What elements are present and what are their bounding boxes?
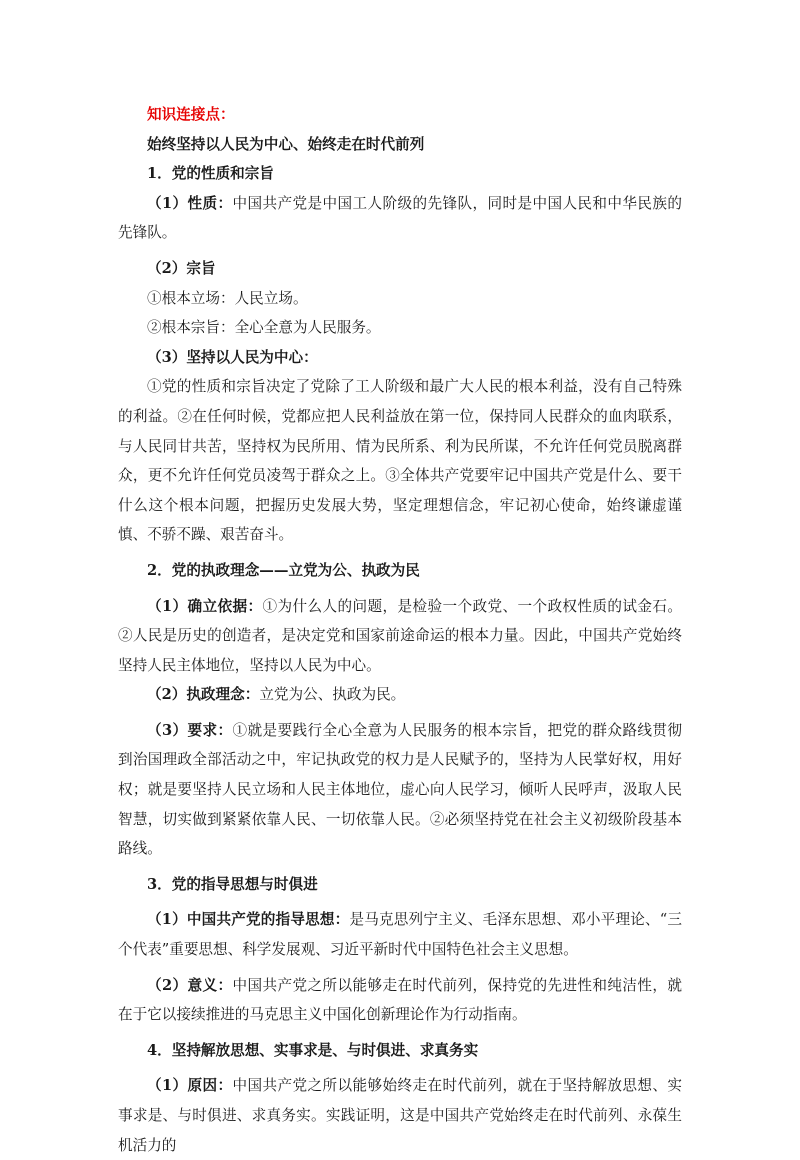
section-2-paragraph-2 — [118, 680, 682, 710]
section-1-paragraph-3: ①党的性质和宗旨决定了党除了工人阶级和最广大人民的根本利益，没有自己特殊的利益。②在任何时候，党都应把人民利益放在第一位，保持同人民群众的血肉联系，与人民同甘共苦，坚持权为民所用、情为民所系、利为民所谋，不允许任何党员脱离群众，更不允许任何党员凌驾于群众之上。③全体共产党要牢记中国共产党是什么、要干什么这个根本问题，把握历史发展大势，坚定理想信念，牢记初心使命，始终谦虚谨慎、不骄不躁、艰苦奋斗。 — [118, 378, 682, 544]
main-title: 始终坚持以人民为中心、始终走在时代前列 — [147, 135, 425, 153]
section-2-paragraph-1 — [118, 592, 682, 681]
text: ①就是要践行全心全意为人民服务的根本宗旨，把党的群众路线贯彻到治国理政全部活动之中，牢记执政党的权力是人民赋予的，坚持为人民掌好权，用好权；就是要坚持人民立场和人民主体地位，虚心向人民学习，倾听人民呼声，汲取人民智慧，切实做到紧紧依靠人民、一切依靠人民。②必须坚持党在社会主义初级阶段基本路线。 — [118, 721, 683, 858]
section-1-list-item-2: ②根本宗旨：全心全意为人民服务。 — [147, 319, 381, 337]
text: 中国共产党之所以能够走在时代前列，保持党的先进性和纯洁性，就在于它以接续推进的马克思主义中国化创新理论作为行动指南。 — [118, 976, 683, 1024]
text: 中国共产党之所以能够始终走在时代前列，就在于坚持解放思想、实事求是、与时俱进、求真务实。实践证明，这是中国共产党始终走在时代前列、永葆生机活力的 — [118, 1077, 683, 1154]
document-body — [118, 100, 682, 1160]
section-1-paragraph-3-label: （3）坚持以人民为中心： — [147, 348, 318, 366]
section-3-title: 3．党的指导思想与时俱进 — [147, 875, 318, 893]
section-1-paragraph-1 — [118, 189, 682, 248]
section-2-title: 2．党的执政理念——立党为公、执政为民 — [147, 561, 420, 579]
label: （3）要求： — [147, 721, 233, 739]
text: ①为什么人的问题，是检验一个政党、一个政权性质的试金石。②人民是历史的创造者，是决定党和国家前途命运的根本力量。因此，中国共产党始终坚持人民主体地位，坚持以人民为中心。 — [118, 597, 682, 674]
section-2-paragraph-3 — [118, 716, 682, 864]
label: （1）中国共产党的指导思想： — [147, 911, 350, 929]
label: （1）性质： — [147, 194, 233, 212]
text: 立党为公、执政为民。 — [259, 686, 406, 704]
section-3-paragraph-2 — [118, 971, 682, 1030]
label: （1）原因： — [147, 1077, 233, 1095]
section-1-paragraph-2-label: （2）宗旨 — [147, 259, 216, 277]
section-1-title: 1．党的性质和宗旨 — [147, 165, 274, 183]
label: （2）意义： — [147, 976, 233, 994]
section-3-paragraph-1 — [118, 905, 682, 964]
label: （1）确立依据： — [147, 597, 263, 615]
knowledge-link-heading: 知识连接点： — [147, 106, 235, 123]
label: （2）执政理念： — [147, 686, 260, 704]
text: 是马克思列宁主义、毛泽东思想、邓小平理论、“三个代表”重要思想、科学发展观、习近平新时代中国特色社会主义思想。 — [118, 911, 683, 959]
section-1-list-item-1: ①根本立场：人民立场。 — [147, 289, 308, 307]
text: 中国共产党是中国工人阶级的先锋队，同时是中国人民和中华民族的先锋队。 — [118, 194, 683, 242]
section-4-title: 4．坚持解放思想、实事求是、与时俱进、求真务实 — [147, 1041, 479, 1059]
section-4-paragraph-1 — [118, 1071, 682, 1160]
